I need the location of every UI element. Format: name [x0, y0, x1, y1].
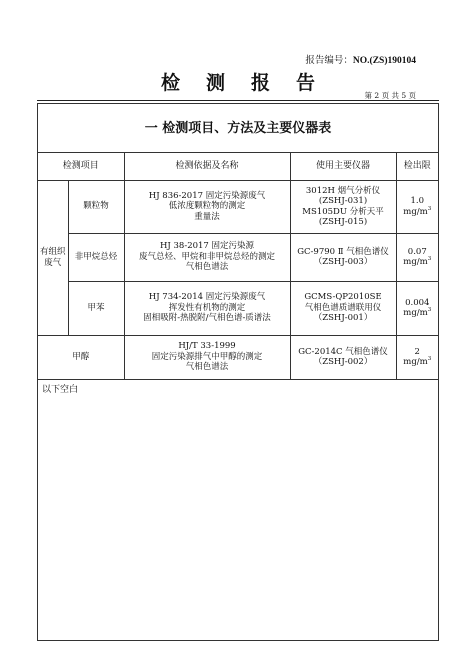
instrument-line: MS105DU 分析天平 [302, 206, 384, 217]
limit-value: 2 [414, 346, 420, 357]
instrument-line: 气相色谱质谱联用仪 [304, 302, 382, 313]
header-instrument: 使用主要仪器 [290, 153, 396, 180]
limit-unit-exponent: 3 [427, 256, 432, 263]
instrument-line: （ZSHJ-003） [313, 257, 373, 267]
limit-unit-base: mg/m [403, 308, 428, 318]
table-row [38, 180, 438, 233]
limit-unit-exponent: 3 [427, 307, 432, 314]
limit-unit [399, 207, 437, 218]
instrument-cell [290, 180, 396, 233]
table-row [38, 335, 438, 379]
methods-table [38, 153, 438, 380]
instrument-line: GCMS-QP2010SE [304, 292, 382, 303]
header-basis: 检测依据及名称 [124, 153, 290, 180]
limit-unit [399, 257, 437, 268]
header-rule [37, 100, 439, 101]
instrument-cell [290, 281, 396, 335]
basis-line: 固相吸附-热脱附/气相色谱-质谱法 [143, 313, 271, 324]
limit-cell [396, 335, 438, 379]
basis-cell [124, 233, 290, 281]
instrument-line: （ZSHJ-001） [313, 313, 373, 324]
limit-cell [396, 233, 438, 281]
item-cell: 非甲烷总烃 [68, 233, 124, 281]
limit-unit [399, 357, 437, 368]
item-cell: 甲苯 [68, 281, 124, 335]
basis-cell [124, 335, 290, 379]
limit-unit-base: mg/m [403, 257, 428, 267]
limit-unit-base: mg/m [403, 206, 428, 217]
limit-unit-exponent: 3 [427, 356, 432, 363]
instrument-cell [290, 335, 396, 379]
category-cell: 有组织废气 [38, 180, 68, 335]
table-row [38, 281, 438, 335]
limit-unit-base: mg/m [403, 357, 428, 367]
instrument-line: GC-9790 Ⅱ 气相色谱仪 [297, 246, 389, 257]
table-row [38, 233, 438, 281]
header-limit: 检出限 [396, 153, 438, 180]
instrument-line: (ZSHJ-015) [318, 217, 368, 227]
blank-below-note: 以下空白 [42, 385, 79, 395]
header-item: 检测项目 [38, 153, 124, 180]
page-indicator: 第 2 页 共 5 页 [364, 91, 416, 100]
basis-line: 固定污染源排气中甲醇的测定 [151, 351, 263, 362]
report-number [305, 52, 416, 66]
limit-unit [399, 308, 437, 319]
basis-line: 废气总烃、甲烷和非甲烷总烃的测定 [139, 251, 276, 262]
basis-line: 重量法 [194, 211, 220, 222]
basis-cell [124, 281, 290, 335]
basis-cell [124, 180, 290, 233]
basis-line: HJ/T 33-1999 [178, 341, 236, 352]
basis-line: HJ 734-2014 固定污染源废气 [148, 292, 266, 303]
section-title: 一 检测项目、方法及主要仪器表 [38, 104, 438, 153]
basis-line: 低浓度颗粒物的测定 [168, 201, 246, 212]
item-cell: 颗粒物 [68, 180, 124, 233]
report-number-value: NO.(ZS)190104 [352, 56, 416, 66]
limit-value: 0.07 [407, 246, 427, 257]
instrument-line: (ZSHJ-031) [318, 196, 368, 206]
instrument-line: 3012H 烟气分析仪 [305, 185, 381, 196]
instrument-line: GC-2014C 气相色谱仪 [298, 346, 388, 357]
basis-line: 挥发性有机物的测定 [168, 302, 246, 313]
basis-line: 气相色谱法 [185, 262, 229, 273]
content-frame [37, 103, 439, 641]
limit-cell [396, 281, 438, 335]
basis-line: 气相色谱法 [185, 362, 229, 373]
report-number-label: 报告编号： [305, 55, 353, 66]
basis-line: HJ 836-2017 固定污染源废气 [148, 190, 266, 201]
instrument-cell [290, 233, 396, 281]
instrument-line: （ZSHJ-002） [313, 357, 373, 367]
table-header-row [38, 153, 438, 180]
limit-cell [396, 180, 438, 233]
item-cell: 甲醇 [38, 335, 124, 379]
limit-value: 0.004 [405, 297, 430, 308]
page-title: 检测报告 [160, 72, 341, 94]
basis-line: HJ 38-2017 固定污染源 [159, 241, 255, 252]
limit-unit-exponent: 3 [427, 205, 432, 212]
limit-value: 1.0 [410, 196, 425, 206]
